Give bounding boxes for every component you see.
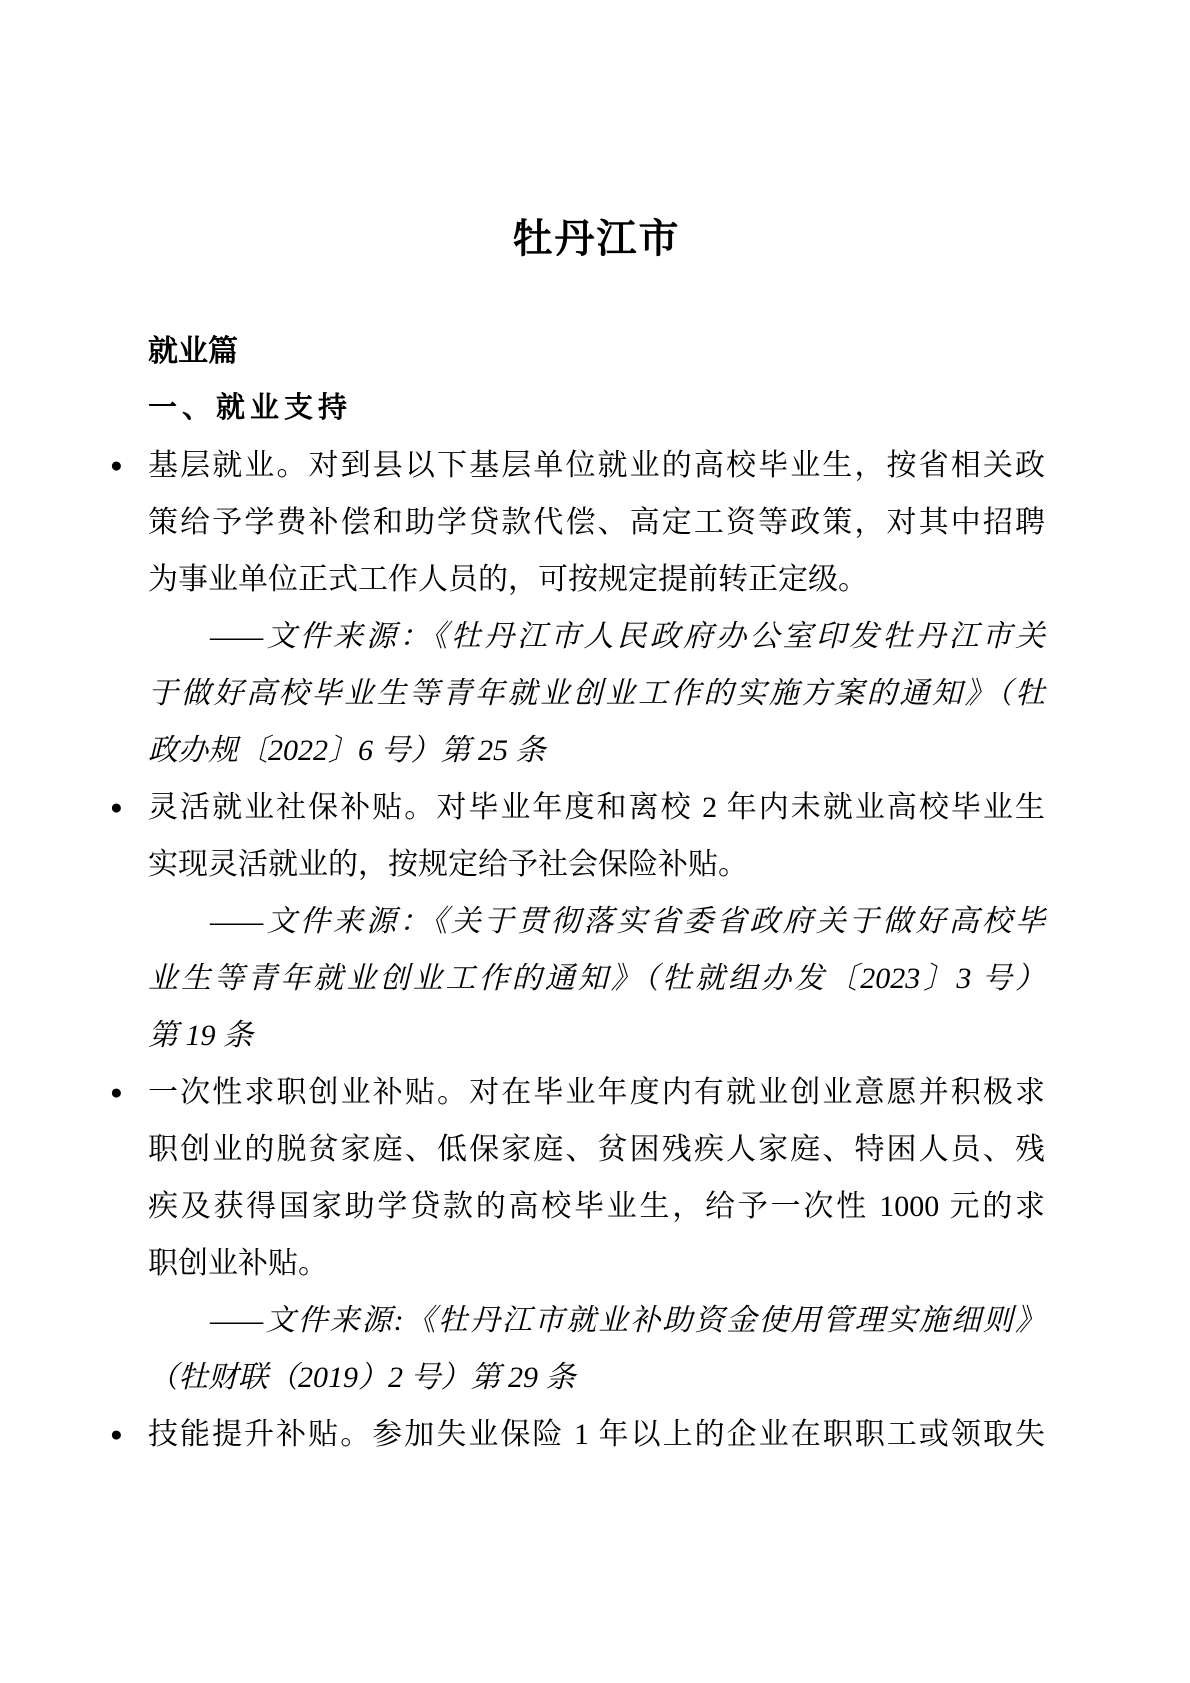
body-line: 为事业单位正式工作人员的，可按规定提前转正定级。	[148, 563, 868, 596]
source-line: ——文件来源：《关于贯彻落实省委省政府关于做好高校毕	[210, 905, 1045, 938]
body-line: 技能提升补贴。参加失业保险 1 年以上的企业在职职工或领取失	[148, 1418, 1045, 1451]
page-title: 牡丹江市	[512, 216, 681, 261]
source-line: 政办规〔2022〕6 号）第 25 条	[148, 734, 546, 767]
bullet-icon: ●	[110, 1080, 123, 1104]
bullet-icon: ●	[110, 1422, 123, 1446]
body-line: 灵活就业社保补贴。对毕业年度和离校 2 年内未就业高校毕业生	[148, 791, 1045, 824]
bullet-item-grassroots-employment	[110, 437, 1045, 779]
body-line: 职创业补贴。	[148, 1247, 328, 1280]
bullet-icon: ●	[110, 453, 123, 477]
bullet-item-flexible-employment-subsidy	[110, 779, 1045, 1064]
bullet-item-one-time-job-seeking-subsidy	[110, 1064, 1045, 1406]
source-line: 于做好高校毕业生等青年就业创业工作的实施方案的通知》（牡	[148, 677, 1045, 710]
source-line: ——文件来源：《牡丹江市人民政府办公室印发牡丹江市关	[210, 620, 1045, 653]
bullet-item-skill-upgrade-subsidy	[110, 1406, 1045, 1463]
body-line: 疾及获得国家助学贷款的高校毕业生，给予一次性 1000 元的求	[148, 1190, 1045, 1223]
body-line: 基层就业。对到县以下基层单位就业的高校毕业生，按省相关政	[148, 449, 1045, 482]
body-line: 策给予学费补偿和助学贷款代偿、高定工资等政策，对其中招聘	[148, 506, 1045, 539]
section-heading-employment: 就业篇	[148, 335, 238, 368]
bullet-icon: ●	[110, 795, 123, 819]
source-line: 第 19 条	[148, 1019, 253, 1052]
subsection-heading-employment-support: 一、就业支持	[148, 392, 353, 424]
body-line: 一次性求职创业补贴。对在毕业年度内有就业创业意愿并积极求	[148, 1076, 1045, 1109]
body-line: 职创业的脱贫家庭、低保家庭、贫困残疾人家庭、特困人员、残	[148, 1133, 1045, 1166]
source-line: 业生等青年就业创业工作的通知》（牡就组办发〔2023〕3 号）	[148, 962, 1045, 995]
body-line: 实现灵活就业的，按规定给予社会保险补贴。	[148, 848, 748, 881]
source-line: ——文件来源:《牡丹江市就业补助资金使用管理实施细则》	[210, 1304, 1045, 1337]
source-line: （牡财联（2019）2 号）第 29 条	[148, 1361, 576, 1394]
document-content	[110, 210, 1045, 1463]
